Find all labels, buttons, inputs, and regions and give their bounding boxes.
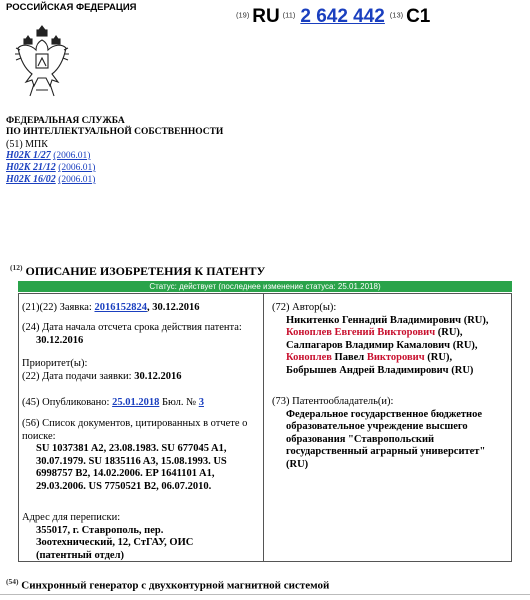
country-name: РОССИЙСКАЯ ФЕДЕРАЦИЯ [6,2,137,13]
mpk-year-link[interactable]: (2006.01) [53,151,91,161]
code-13: (13) [389,10,404,20]
publication-date-link[interactable]: 25.01.2018 [112,397,160,408]
owner-text: Федеральное государственное бюджетное образовательное учреждение высшего образования "Ставропольский государственный аграрный университет" (RU) [286,408,486,470]
mpk-year-link[interactable]: (2006.01) [58,163,96,173]
mpk-class-row [6,150,95,162]
term-start-value: 30.12.2016 [36,334,84,346]
author-item: Салпагаров Владимир Камалович (RU), [286,339,478,351]
application-number-link[interactable]: 2016152824 [94,302,147,313]
term-start-label: (24) Дата начала отсчета срока действия патента: [22,322,242,333]
code-19: (19) [236,10,250,20]
agency-name [6,116,223,138]
kind-code: C1 [406,6,431,27]
divider [0,594,530,595]
cited-documents [22,418,262,493]
address-label: Адрес для переписки: [22,512,121,523]
publication-row [22,397,262,410]
invention-title-text: Синхронный генератор с двухконтурной магнитной системой [21,579,330,592]
cited-label: (56) Список документов, цитированных в отчете о поиске: [22,418,248,442]
term-start-row [22,322,262,347]
filing-date-value: 30.12.2016 [134,371,182,382]
author-item: Бобрышев Андрей Владимирович (RU) [286,364,474,376]
address-line: Зоотехнический, 12, СтГАУ, ОИС [36,537,194,548]
mpk-class-link[interactable]: H02K 21/12 [6,162,56,173]
patent-number-line [236,6,430,28]
mpk-class-link[interactable]: H02K 16/02 [6,174,56,185]
country-code: RU [252,6,280,27]
priority-label: Приоритет(ы): [22,358,88,369]
application-label: (21)(22) Заявка: [22,302,92,313]
patent-number-link[interactable]: 2 642 442 [300,6,385,27]
mpk-class-row [6,174,95,186]
filing-date-label: (22) Дата подачи заявки: [22,371,132,382]
authors-label: (72) Автор(ы): [272,302,337,313]
owner-label: (73) Патентообладатель(и): [272,396,394,407]
cited-list: SU 1037381 A2, 23.08.1983. SU 677045 A1, 30.07.1979. SU 1835116 A3, 15.08.1993. US 6998757 B2, 14.02.2006. EP 1641101 A1, 29.03.2006. US 7750521 B2, 06.07.2010. [36,443,227,492]
address-line: 355017, г. Ставрополь, пер. [36,524,164,536]
mpk-class-link[interactable]: H02K 1/27 [6,150,51,161]
agency-line-1: ФЕДЕРАЛЬНАЯ СЛУЖБА [6,116,125,126]
bulletin-label: Бюл. № [161,397,197,408]
mpk-label: (51) МПК [6,139,48,150]
mpk-section [6,139,95,186]
invention-title [6,577,329,592]
code-11: (11) [282,10,296,20]
author-item: Никитенко Геннадий Владимирович (RU), [286,314,489,326]
publication-label: (45) Опубликовано: [22,397,110,408]
mpk-year-link[interactable]: (2006.01) [58,175,96,185]
authors-section [272,302,508,377]
application-date: , 30.12.2016 [146,302,200,313]
code-54: (54) [6,577,19,586]
agency-line-2: ПО ИНТЕЛЛЕКТУАЛЬНОЙ СОБСТВЕННОСТИ [6,127,224,137]
patent-owner-section [272,396,508,471]
column-divider [263,293,264,561]
russia-coat-of-arms-icon [10,20,74,102]
application-row [22,302,262,315]
author-item: Коноплев Павел Викторович (RU), [286,352,453,363]
correspondence-address [22,512,262,562]
bulletin-number-link[interactable]: 3 [198,397,204,408]
author-item: Коноплев Евгений Викторович (RU), [286,327,463,338]
code-12: (12) [10,263,23,272]
description-title [10,263,265,279]
address-line: (патентный отдел) [36,549,124,561]
filing-date-row [22,371,262,384]
status-bar: Статус: действует (последнее изменение статуса: 25.01.2018) [18,281,512,292]
mpk-class-row [6,162,95,174]
description-title-text: ОПИСАНИЕ ИЗОБРЕТЕНИЯ К ПАТЕНТУ [25,264,266,278]
